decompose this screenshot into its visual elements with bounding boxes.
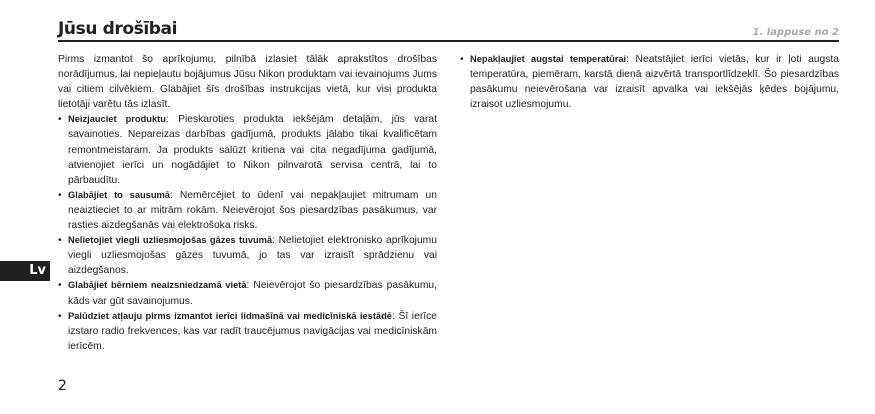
safety-list — [58, 112, 437, 354]
item-text: : Šī ierīce izstaro radio frekvences, kas var radīt traucējumus navigācijas vai medicīniskām ierīcēm. — [68, 310, 437, 352]
item-text: : Nemērcējiet to ūdenī vai nepakļaujiet mitrumam un neaiztieciet to ar mitrām rokām. Neievērojot šos piesardzības pasākumus, var rasties aizdegšanās vai elektrošoka risks. — [68, 189, 437, 232]
item-text: : Neatstājiet ierīci vietās, kur ir ļoti augsta temperatūra, piemēram, karstā dienā aizvērtā transportlīdzeklī. Šo piesardzības pasākumu neievērošana var izraisīt apvalka vai iekšējās ķēdes bojājumu, izraisot uzliesmojumu. — [470, 54, 839, 111]
item-text: : Nelietojiet elektronisko aprīkojumu viegli uzliesmojošas gāzes tuvumā, jo tas var izraisīt sprādzienu vai aizdegšanos. — [68, 235, 437, 277]
safety-list-continued — [460, 52, 839, 112]
right-column — [460, 52, 839, 112]
page-title: Jūsu drošībai — [58, 19, 178, 39]
item-term: Nelietojiet viegli uzliesmojošas gāzes tuvumā — [68, 235, 273, 246]
list-item — [58, 233, 437, 278]
left-column — [58, 52, 437, 354]
item-term: Palūdziet atļauju pirms izmantot ierīci lidmašīnā vai medicīniskā iestādē — [68, 310, 392, 321]
item-term: Nepakļaujiet augstai temperatūrai — [470, 54, 627, 64]
list-item — [58, 188, 437, 233]
item-text: : Neievērojot šo piesardzības pasākumu, kāds var gūt savainojumus. — [68, 280, 437, 307]
page-header — [58, 16, 839, 42]
intro-paragraph: Pirms izmantot šo aprīkojumu, pilnībā izlasiet tālāk aprakstītos drošības norādījumus, lai nepieļautu bojājumus Jūsu Nikon produktam vai ievainojums Jums vai citiem cilvēkiem. Glabājiet šīs drošības instrukcijas vietā, kur visi produkta lietotāji varētu tās izlasīt. — [58, 54, 437, 111]
list-item — [58, 278, 437, 308]
list-item — [58, 112, 437, 187]
language-tab — [0, 261, 50, 281]
list-item — [58, 309, 437, 354]
page-reference: 1. lappuse no 2 — [752, 27, 839, 38]
item-text: : Pieskaroties produkta iekšējām detaļām, jūs varat savainoties. Nepareizas darbības gadījumā, produkts jālabo tikai kvalificētam remontmeistaram. Ja produkts salūzt kritiena vai cita negadījuma gadījumā, atvienojiet ierīci un nogādājiet to Nikon pilnvarotā servisa centrā, lai to pārbaudītu. — [68, 114, 437, 186]
language-label: Lv — [29, 263, 46, 278]
item-term: Glabājiet to sausumā — [68, 189, 170, 200]
list-item — [460, 52, 839, 112]
page-number: 2 — [58, 378, 67, 394]
item-term: Glabājiet bērniem neaizsniedzamā vietā — [68, 280, 247, 291]
item-term: Neizjauciet produktu — [68, 114, 166, 125]
